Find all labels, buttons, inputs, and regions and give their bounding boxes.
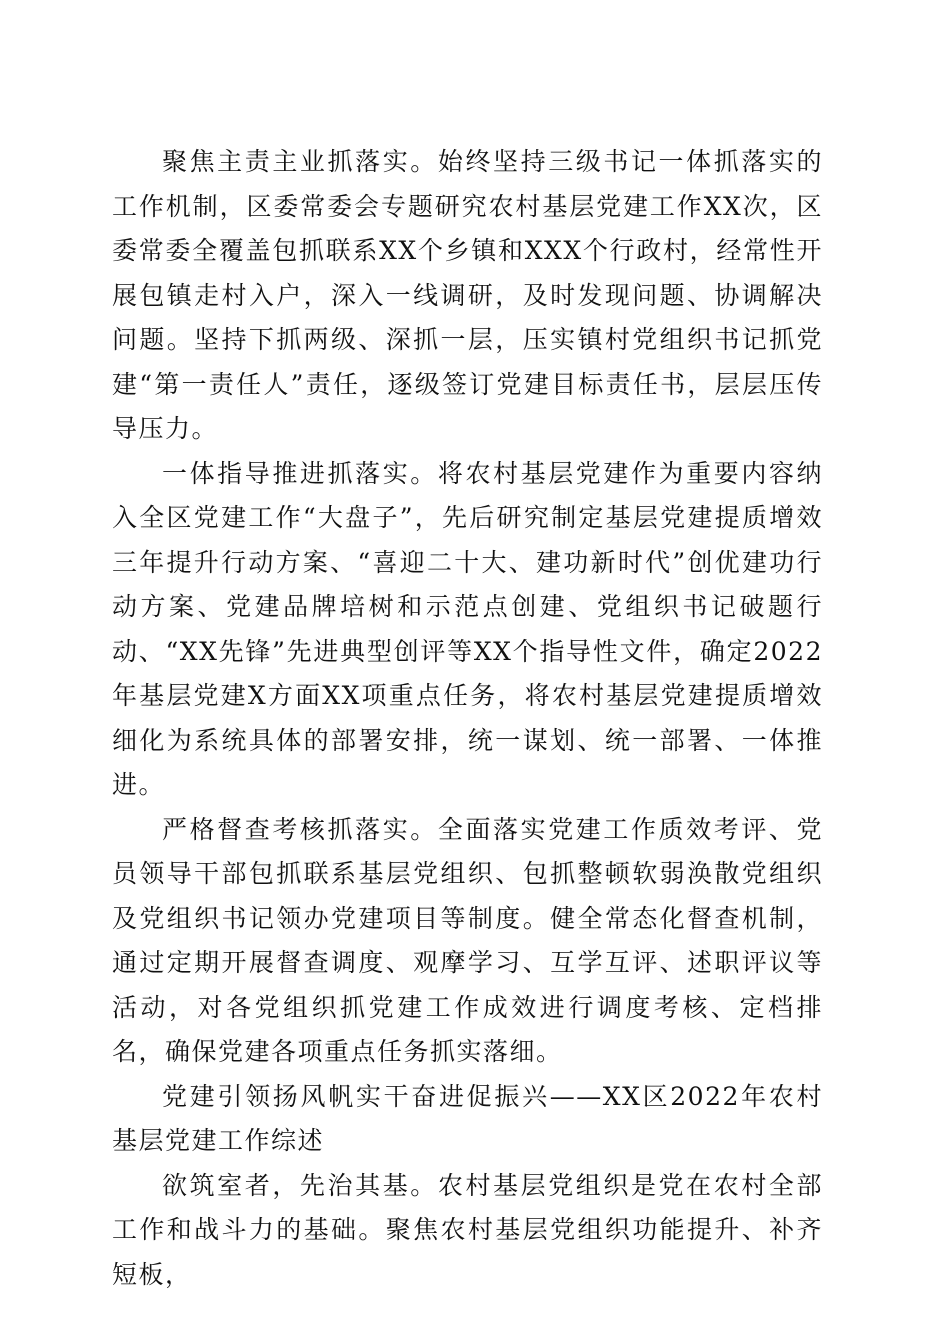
paragraph-supervision-assessment: 严格督查考核抓落实。全面落实党建工作质效考评、党员领导干部包抓联系基层党组织、包抓整顿软弱涣散党组织及党组织书记领办党建项目等制度。健全常态化督查机制，通过定期开展督查调度、观摩学习、互学互评、述职评议等活动，对各党组织抓党建工作成效进行调度考核、定档排名，确保党建各项重点任务抓实落细。	[112, 814, 823, 1066]
paragraph-section-title: 党建引领扬风帆实干奋进促振兴——XX区2022年农村基层党建工作综述	[112, 1081, 823, 1155]
paragraph-integrated-guidance: 一体指导推进抓落实。将农村基层党建作为重要内容纳入全区党建工作“大盘子”，先后研究制定基层党建提质增效三年提升行动方案、“喜迎二十大、建功新时代”创优建功行动方案、党建品牌培树和示范点创建、党组织书记破题行动、“XX先锋”先进典型创评等XX个指导性文件，确定2022年基层党建X方面XX项重点任务，将农村基层党建提质增效细化为系统具体的部署安排，统一谋划、统一部署、一体推进。	[112, 458, 823, 799]
document-body	[112, 140, 823, 1297]
paragraph-focus-responsibility: 聚焦主责主业抓落实。始终坚持三级书记一体抓落实的工作机制，区委常委会专题研究农村基层党建工作XX次，区委常委全覆盖包抓联系XX个乡镇和XXX个行政村，经常性开展包镇走村入户，深入一线调研，及时发现问题、协调解决问题。坚持下抓两级、深抓一层，压实镇村党组织书记抓党建“第一责任人”责任，逐级签订党建目标责任书，层层压传导压力。	[112, 147, 823, 443]
paragraph-introduction: 欲筑室者，先治其基。农村基层党组织是党在农村全部工作和战斗力的基础。聚焦农村基层党组织功能提升、补齐短板，	[112, 1170, 823, 1289]
